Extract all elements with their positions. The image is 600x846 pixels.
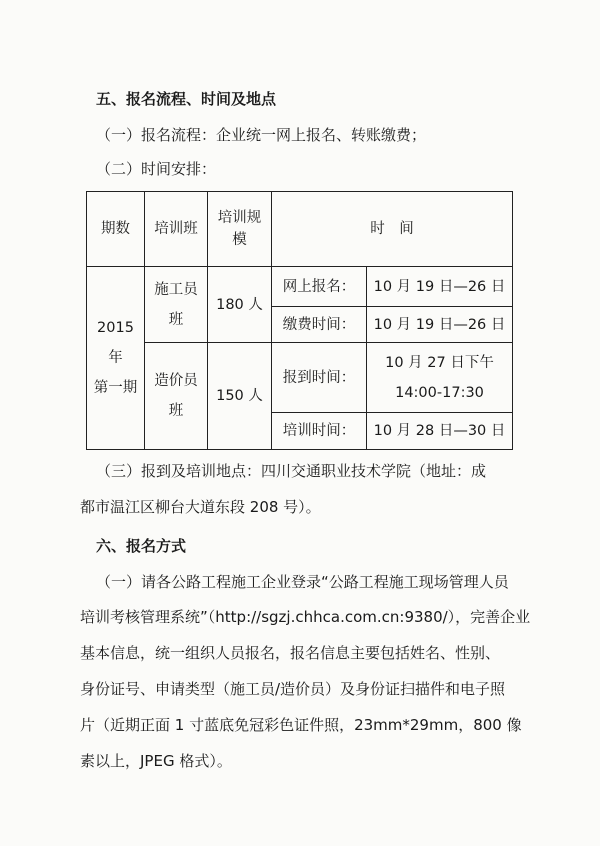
time-payment: 10 月 19 日—26 日 bbox=[367, 307, 513, 343]
class-construction-line1: 施工员 bbox=[154, 281, 198, 298]
section-6-heading: 六、报名方式 bbox=[96, 537, 187, 555]
registration-process: （一）报名流程：企业统一网上报名、转账缴费； bbox=[96, 126, 427, 144]
header-time: 时 间 bbox=[272, 192, 513, 267]
header-scale bbox=[208, 192, 272, 267]
phase-period: 第一期 bbox=[93, 380, 138, 396]
class-cost-line2: 班 bbox=[168, 403, 184, 419]
schedule-label: （二）时间安排： bbox=[96, 160, 217, 178]
phase-year: 2015 bbox=[97, 320, 134, 336]
header-phase: 期数 bbox=[87, 192, 145, 267]
header-scale-line1: 培训规 bbox=[217, 210, 262, 226]
class-cost bbox=[145, 343, 208, 450]
location-line-1: （三）报到及培训地点：四川交通职业技术学院（地址：成 bbox=[96, 462, 487, 480]
time-online-registration: 10 月 19 日—26 日 bbox=[367, 267, 513, 307]
section-6-line: （一）请各公路工程施工企业登录“公路工程施工现场管理人员 bbox=[96, 573, 509, 591]
header-scale-line2: 模 bbox=[232, 232, 247, 248]
section-6-line: 片（近期正面 1 寸蓝底免冠彩色证件照，23mm*29mm，800 像 bbox=[80, 716, 522, 734]
class-cost-line1: 造价员 bbox=[154, 373, 198, 389]
phase-year-unit: 年 bbox=[108, 350, 123, 366]
scale-construction: 180 人 bbox=[208, 267, 272, 343]
label-training: 培训时间： bbox=[272, 413, 367, 450]
location-line-2: 都市温江区柳台大道东段 208 号）。 bbox=[80, 498, 321, 516]
schedule-table bbox=[86, 191, 513, 450]
time-training: 10 月 28 日—30 日 bbox=[367, 413, 513, 450]
table-header-row bbox=[87, 192, 513, 267]
time-check-in-line2: 14:00-17:30 bbox=[395, 384, 484, 401]
class-construction bbox=[145, 267, 208, 343]
time-check-in-line1: 10 月 27 日下午 bbox=[385, 354, 494, 371]
section-5-heading: 五、报名流程、时间及地点 bbox=[96, 90, 277, 108]
section-6-line: 素以上，JPEG 格式）。 bbox=[80, 752, 232, 770]
label-check-in: 报到时间： bbox=[272, 343, 367, 413]
section-6-line: 身份证号、申请类型（施工员/造价员）及身份证扫描件和电子照 bbox=[80, 680, 506, 698]
label-online-registration: 网上报名： bbox=[272, 267, 367, 307]
section-6-line: 培训考核管理系统”（http://sgzj.chhca.com.cn:9380/），完善企业 bbox=[80, 608, 531, 626]
label-payment: 缴费时间： bbox=[272, 307, 367, 343]
scale-cost: 150 人 bbox=[208, 343, 272, 450]
class-construction-line2: 班 bbox=[168, 311, 184, 328]
time-check-in bbox=[367, 343, 513, 413]
header-class: 培训班 bbox=[145, 192, 208, 267]
phase-cell bbox=[87, 267, 145, 450]
table-row bbox=[87, 343, 513, 413]
section-6-line: 基本信息，统一组织人员报名，报名信息主要包括姓名、性别、 bbox=[80, 644, 501, 662]
table-row bbox=[87, 267, 513, 307]
